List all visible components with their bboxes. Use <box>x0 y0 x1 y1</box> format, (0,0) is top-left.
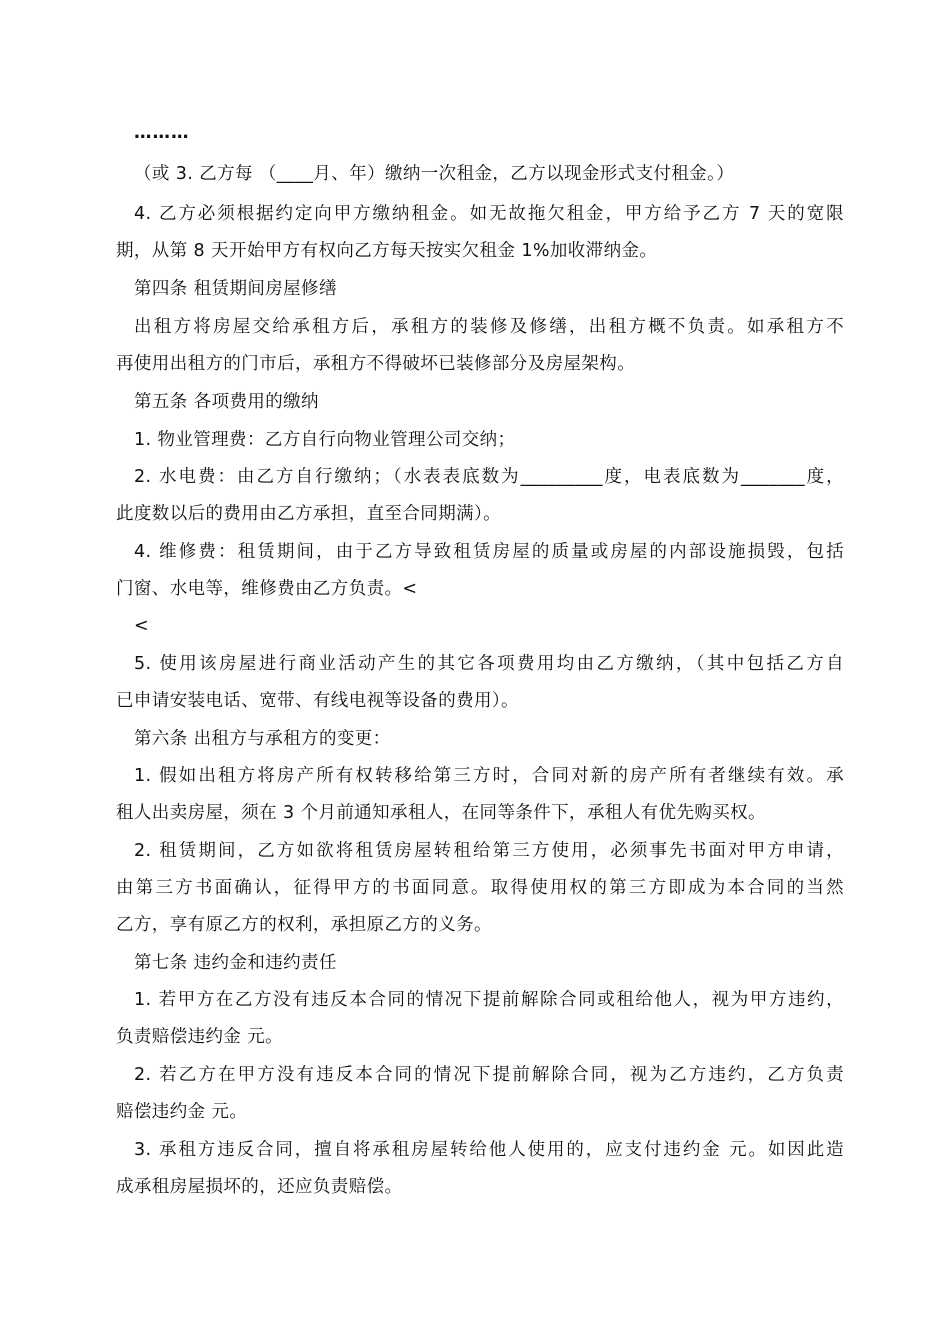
change-item-1-line-2: 租人出卖房屋，须在 3 个月前通知承租人，在同等条件下，承租人有优先购买权。 <box>116 803 766 823</box>
breach-item-2-line-1: 2. 若乙方在甲方没有违反本合同的情况下提前解除合同，视为乙方违约，乙方负责 <box>134 1065 844 1085</box>
breach-item-3-line-1: 3. 承租方违反合同，擅自将承租房屋转给他人使用的，应支付违约金 元。如因此造 <box>134 1140 844 1160</box>
change-item-2-line-3: 乙方，享有原乙方的权利，承担原乙方的义务。 <box>116 915 492 935</box>
fee-item-1: 1. 物业管理费：乙方自行向物业管理公司交纳； <box>134 430 516 450</box>
article-6-heading: 第六条 出租方与承租方的变更： <box>134 729 391 749</box>
article-5-heading: 第五条 各项费用的缴纳 <box>134 392 319 412</box>
fee-item-5-line-2: 已申请安装电话、宽带、有线电视等设备的费用）。 <box>116 691 519 711</box>
clause-4-line-2: 期，从第 8 天开始甲方有权向乙方每天按实欠租金 1%加收滞纳金。 <box>116 241 658 261</box>
change-item-2-line-1: 2. 租赁期间，乙方如欲将租赁房屋转租给第三方使用，必须事先书面对甲方申请， <box>134 841 844 861</box>
clause-4-line-1: 4. 乙方必须根据约定向甲方缴纳租金。如无故拖欠租金，甲方给予乙方 7 天的宽限 <box>134 204 844 224</box>
article-7-heading: 第七条 违约金和违约责任 <box>134 953 337 973</box>
fee-item-4-line-1: 4. 维修费：租赁期间，由于乙方导致租赁房屋的质量或房屋的内部设施损毁，包括 <box>134 542 844 562</box>
breach-item-1-line-1: 1. 若甲方在乙方没有违反本合同的情况下提前解除合同或租给他人，视为甲方违约， <box>134 990 844 1010</box>
ellipsis-line: ……… <box>134 123 190 143</box>
breach-item-3-line-2: 成承租房屋损坏的，还应负责赔偿。 <box>116 1177 403 1197</box>
fee-item-2-line-1: 2. 水电费：由乙方自行缴纳；（水表表底数为_________度，电表底数为_______度， <box>134 467 844 487</box>
stray-marker-line: < <box>134 616 150 636</box>
article-4-heading: 第四条 租赁期间房屋修缮 <box>134 279 337 299</box>
fee-item-2-line-2: 此度数以后的费用由乙方承担，直至合同期满）。 <box>116 504 502 524</box>
change-item-1-line-1: 1. 假如出租方将房产所有权转移给第三方时，合同对新的房产所有者继续有效。承 <box>134 766 844 786</box>
change-item-2-line-2: 由第三方书面确认，征得甲方的书面同意。取得使用权的第三方即成为本合同的当然 <box>116 878 844 898</box>
article-4-para-line-2: 再使用出租方的门市后，承租方不得破坏已装修部分及房屋架构。 <box>116 354 636 374</box>
breach-item-2-line-2: 赔偿违约金 元。 <box>116 1102 248 1122</box>
fee-item-4-line-2: 门窗、水电等，维修费由乙方负责。< <box>116 579 418 599</box>
fee-item-5-line-1: 5. 使用该房屋进行商业活动产生的其它各项费用均由乙方缴纳，（其中包括乙方自 <box>134 654 844 674</box>
article-4-para-line-1: 出租方将房屋交给承租方后，承租方的装修及修缮，出租方概不负责。如承租方不 <box>134 317 844 337</box>
breach-item-1-line-2: 负责赔偿违约金 元。 <box>116 1027 284 1047</box>
rent-payment-alt-line: （或 3. 乙方每 （____月、年）缴纳一次租金，乙方以现金形式支付租金。） <box>134 164 735 184</box>
